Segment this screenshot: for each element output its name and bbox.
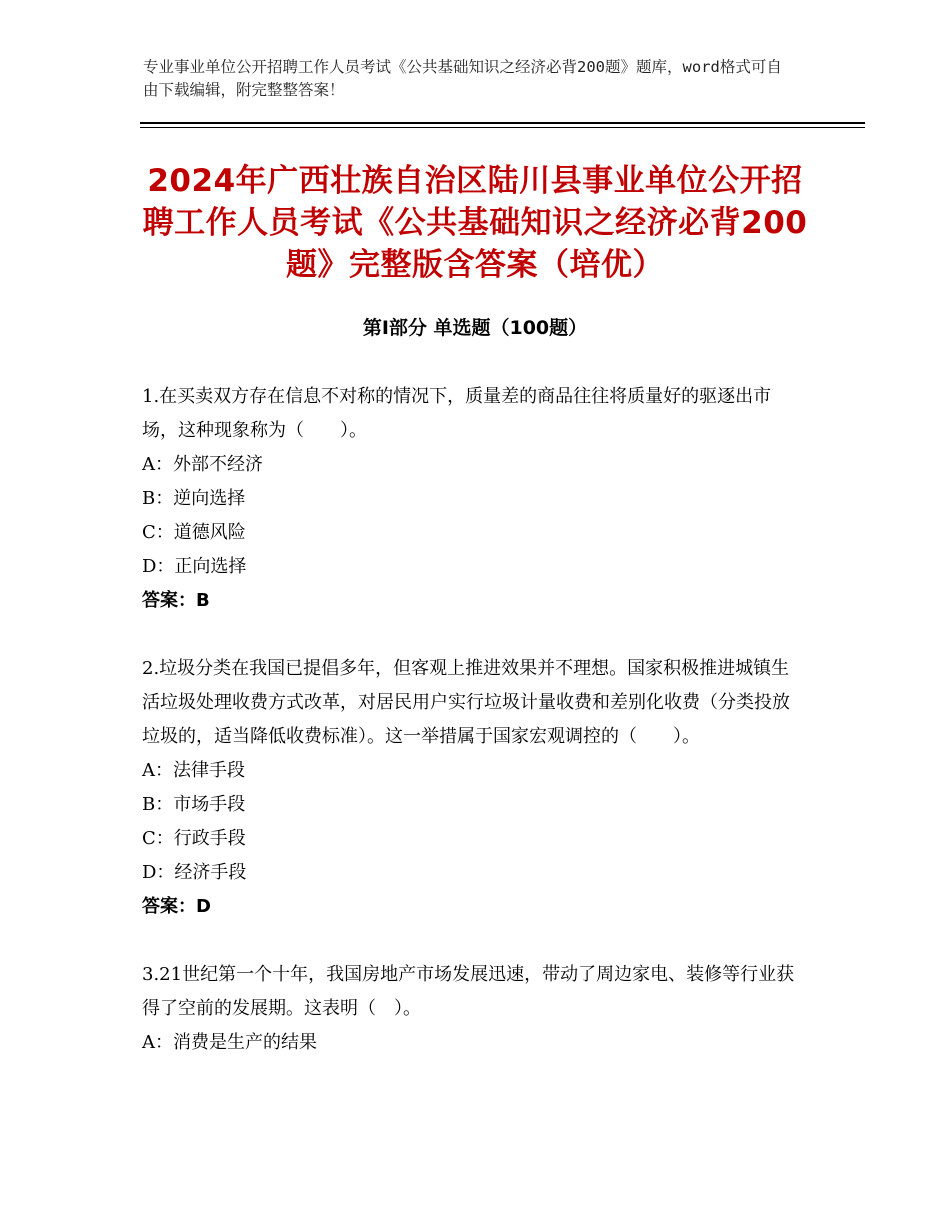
answer: 答案：D xyxy=(142,896,211,917)
option-a: A：外部不经济 xyxy=(142,454,263,475)
question-list xyxy=(142,380,802,1094)
question-stem: 3.21世纪第一个十年，我国房地产市场发展迅速，带动了周边家电、装修等行业获得了空前的发展期。这表明（ ）。 xyxy=(142,964,795,1019)
option-a: A：消费是生产的结果 xyxy=(142,1032,317,1053)
section-heading: 第Ⅰ部分 单选题（100题） xyxy=(362,317,588,339)
answer: 答案：B xyxy=(142,590,210,611)
question-stem: 1.在买卖双方存在信息不对称的情况下，质量差的商品往往将质量好的驱逐出市场，这种现象称为（ ）。 xyxy=(142,386,772,441)
option-c: C：行政手段 xyxy=(142,828,246,849)
option-a: A：法律手段 xyxy=(142,760,245,781)
question-stem: 2.垃圾分类在我国已提倡多年，但客观上推进效果并不理想。国家积极推进城镇生活垃圾处理收费方式改革，对居民用户实行垃圾计量收费和差别化收费（分类投放垃圾的，适当降低收费标准）。这一举措属于国家宏观调控的（ ）。 xyxy=(142,658,790,747)
question-2 xyxy=(142,652,802,924)
option-b: B：逆向选择 xyxy=(142,488,246,509)
question-3 xyxy=(142,958,802,1060)
header-note: 专业事业单位公开招聘工作人员考试《公共基础知识之经济必背200题》题库，word格式可自由下载编辑，附完整整答案！ xyxy=(143,58,782,99)
header-rule-thick xyxy=(140,122,865,124)
question-1 xyxy=(142,380,802,618)
option-d: D：经济手段 xyxy=(142,862,247,883)
option-d: D：正向选择 xyxy=(142,556,247,577)
header-rule-thin xyxy=(140,127,865,128)
option-b: B：市场手段 xyxy=(142,794,246,815)
option-c: C：道德风险 xyxy=(142,522,246,543)
document-title: 2024年广西壮族自治区陆川县事业单位公开招聘工作人员考试《公共基础知识之经济必背200题》完整版含答案（培优） xyxy=(142,163,808,283)
